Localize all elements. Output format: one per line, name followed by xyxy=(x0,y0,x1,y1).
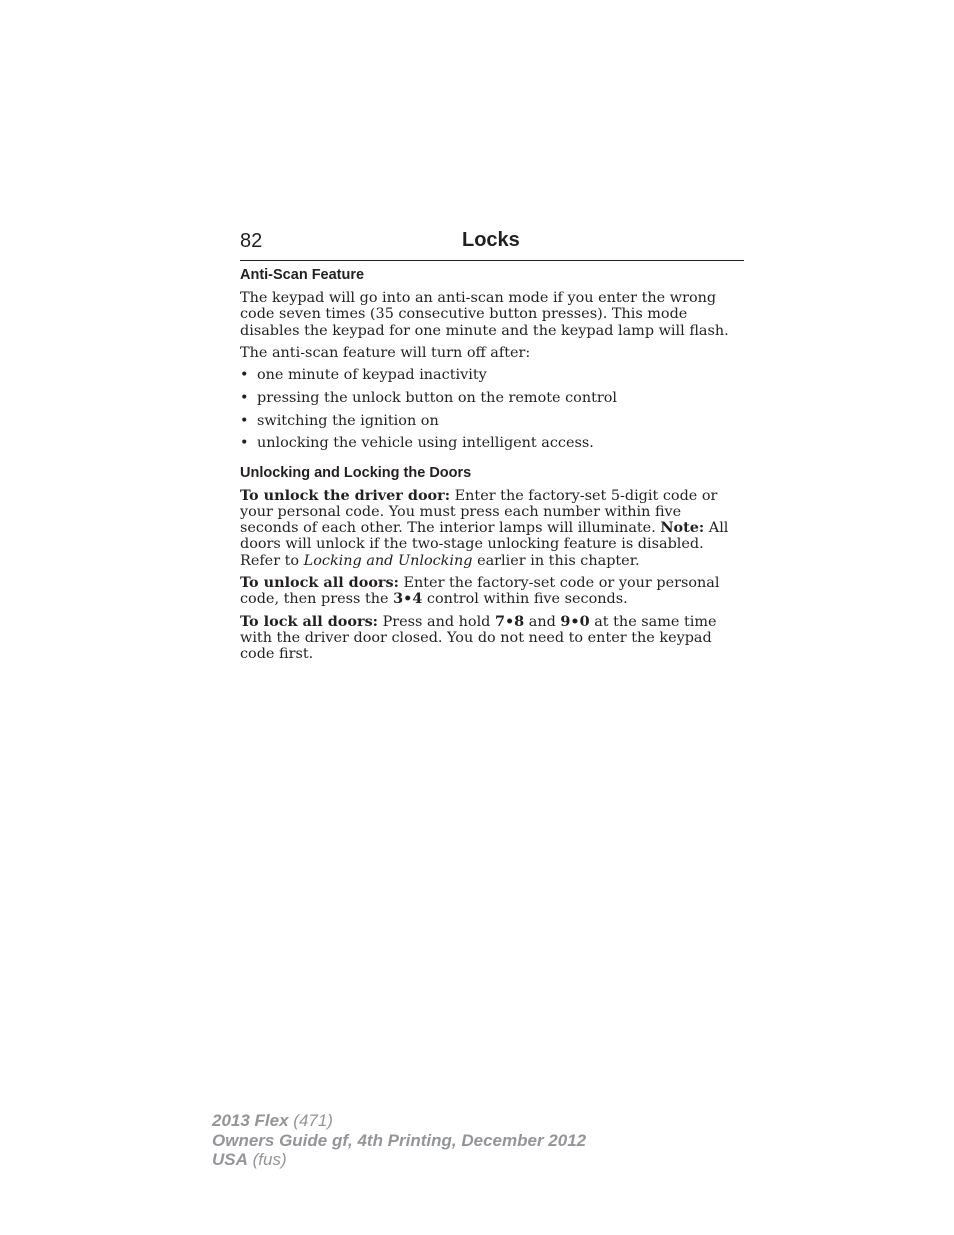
keypad-key-9-0: 9•0 xyxy=(560,612,590,630)
lead-lock-all-doors: To lock all doors: xyxy=(240,612,378,630)
chapter-title: Locks xyxy=(462,229,520,251)
paragraph-unlock-all-doors xyxy=(240,575,744,608)
list-item-text: switching the ignition on xyxy=(257,412,439,429)
keypad-key-3-4: 3•4 xyxy=(393,590,423,608)
text-span: Enter the factory-set 5-digit code or your personal code. You must press each number within five seconds of each other. The interior lamps will illuminate. xyxy=(240,487,718,537)
page-footer xyxy=(212,1111,586,1170)
section-anti-scan xyxy=(240,266,744,452)
bullet-icon: • xyxy=(240,412,249,429)
paragraph-anti-scan-off: The anti-scan feature will turn off after: xyxy=(240,344,531,361)
paragraph-lock-all-doors xyxy=(240,614,744,663)
page-number: 82 xyxy=(240,230,263,252)
text-span: Enter the factory-set code or your personal code, then press the xyxy=(240,575,720,608)
text-span: Press and hold xyxy=(378,613,495,630)
text-span: control within five seconds. xyxy=(422,591,628,608)
text-span: and xyxy=(524,613,561,630)
note-label: Note: xyxy=(660,519,705,537)
footer-line-printing xyxy=(212,1131,586,1151)
footer-line-market xyxy=(212,1150,586,1170)
list-item-text: unlocking the vehicle using intelligent access. xyxy=(257,435,594,452)
bullet-icon: • xyxy=(240,435,249,452)
paragraph-unlock-driver-door xyxy=(240,488,744,569)
list-item-text: pressing the unlock button on the remote control xyxy=(257,389,618,406)
page-header xyxy=(240,228,744,261)
list-item xyxy=(240,413,744,429)
text-span: earlier in this chapter. xyxy=(472,552,640,569)
footer-line-model xyxy=(212,1111,586,1131)
anti-scan-list xyxy=(240,367,744,451)
section-unlocking-locking xyxy=(240,464,744,663)
footer-printing: Owners Guide gf, 4th Printing, December 2012 xyxy=(212,1130,587,1150)
text-span: All doors will unlock if the two-stage unlocking feature is disabled. Refer to xyxy=(240,520,729,569)
footer-market: USA xyxy=(212,1150,248,1169)
footer-market-code: (fus) xyxy=(247,1150,287,1169)
section-heading-unlocking-locking: Unlocking and Locking the Doors xyxy=(240,464,472,481)
lead-unlock-driver-door: To unlock the driver door: xyxy=(240,486,451,504)
text-span: at the same time with the driver door closed. You do not need to enter the keypad code first. xyxy=(240,613,717,663)
list-item xyxy=(240,367,744,383)
footer-model-code: (471) xyxy=(288,1111,333,1130)
list-item xyxy=(240,435,744,451)
list-item xyxy=(240,390,744,406)
list-item-text: one minute of keypad inactivity xyxy=(257,367,487,384)
section-heading-anti-scan: Anti-Scan Feature xyxy=(240,267,365,283)
footer-model: 2013 Flex xyxy=(212,1111,289,1130)
keypad-key-7-8: 7•8 xyxy=(494,612,525,630)
lead-unlock-all-doors: To unlock all doors: xyxy=(240,574,399,592)
bullet-icon: • xyxy=(240,389,249,406)
bullet-icon: • xyxy=(240,367,249,384)
paragraph-anti-scan-intro: The keypad will go into an anti-scan mode if you enter the wrong code seven times (35 consecutive button presses). This mode disables the keypad for one minute and the keypad lamp will flash. xyxy=(240,290,729,339)
page-content xyxy=(240,266,744,669)
cross-reference: Locking and Unlocking xyxy=(303,552,473,569)
